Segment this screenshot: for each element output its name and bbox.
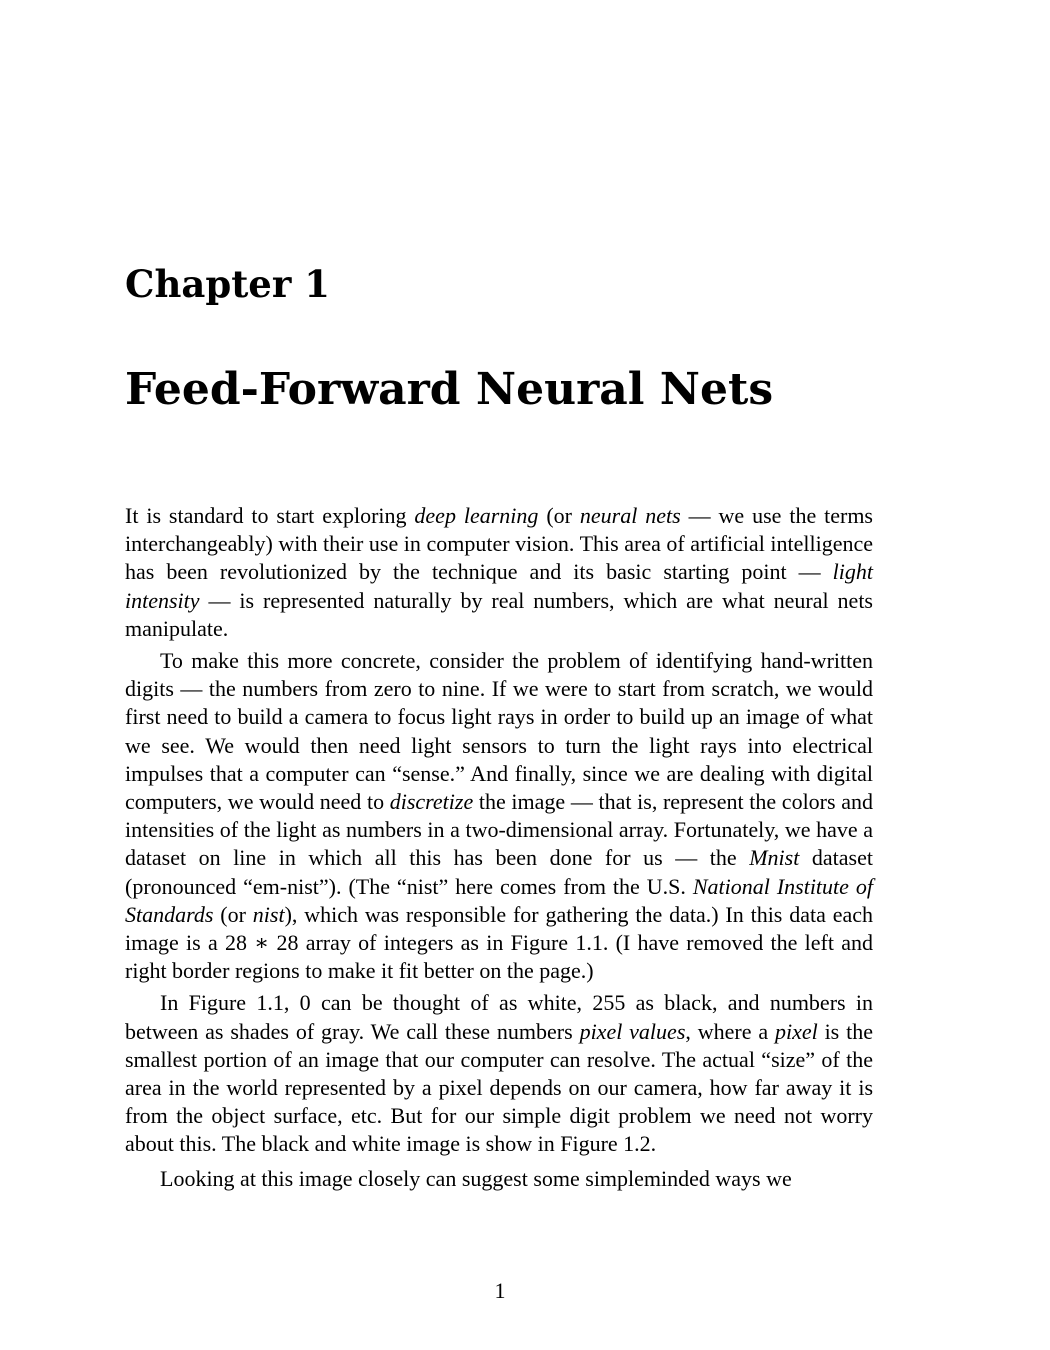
text-run: ), which was responsible for gathering the data.) In this data each image is a 28 ∗ 28 array of integers as in Figure 1.1. (I have removed the left and right border regions to make it fit better on the page.) — [125, 901, 873, 984]
emphasized-term: nist — [252, 901, 285, 927]
emphasized-term: discretize — [389, 789, 474, 815]
paragraph-4 — [125, 1165, 873, 1193]
paragraph-3 — [125, 989, 873, 1158]
emphasized-term: pixel — [774, 1018, 818, 1044]
emphasized-term: pixel values — [579, 1018, 686, 1044]
text-run: (or — [538, 503, 580, 528]
text-run: — is represented naturally by real numbers, which are what neural nets manipulate. — [125, 587, 873, 641]
emphasized-term: deep learning — [414, 503, 539, 528]
emphasized-term: Mnist — [749, 845, 800, 871]
chapter-body — [125, 502, 873, 1193]
text-run: To make this more concrete, consider the problem of identifying hand-written digits — the numbers from zero to nine. If we were to start from scratch, we would first need to build a camera to focus light rays in order to build up an image of what we see. We would then need light sensors to turn the light rays into electrical impulses that a computer can “sense.” And finally, since we are dealing with digital computers, we would need to — [125, 648, 873, 815]
chapter-title: Feed-Forward Neural Nets — [125, 364, 774, 415]
text-run: the image — that is, represent the colors and intensities of the light as numbers in a two-dimensional array. Fortunately, we have a dataset on line in which all this has been done for us — the — [125, 789, 873, 871]
emphasized-term: National Institute of Standards — [125, 873, 873, 927]
page-number: 1 — [494, 1278, 506, 1303]
text-run: dataset (pronounced “em-nist”). (The “nist” here comes from the U.S. — [125, 845, 873, 899]
emphasized-term: light intensity — [125, 559, 873, 613]
text-run: It is standard to start exploring — [125, 503, 415, 528]
paragraph-2 — [125, 647, 873, 985]
text-run: In Figure 1.1, 0 can be thought of as white, 255 as black, and numbers in between as shades of gray. We call these numbers — [125, 990, 873, 1044]
emphasized-term: neural nets — [579, 503, 681, 528]
text-run: — we use the terms interchangeably) with their use in computer vision. This area of artificial intelligence has been revolutionized by the technique and its basic starting point — — [125, 503, 873, 585]
chapter-label: Chapter 1 — [125, 262, 330, 306]
text-run: Looking at this image closely can suggest some simpleminded ways we — [160, 1165, 792, 1191]
text-run: , where a — [685, 1018, 775, 1044]
text-run: (or — [213, 901, 253, 927]
text-run: is the smallest portion of an image that our computer can resolve. The actual “size” of the area in the world represented by a pixel depends on our camera, how far away it is from the object surface, etc. But for our simple digit problem we need not worry about this. The black and white image is show in Figure 1.2. — [125, 1018, 873, 1157]
paragraph-1 — [125, 502, 873, 643]
